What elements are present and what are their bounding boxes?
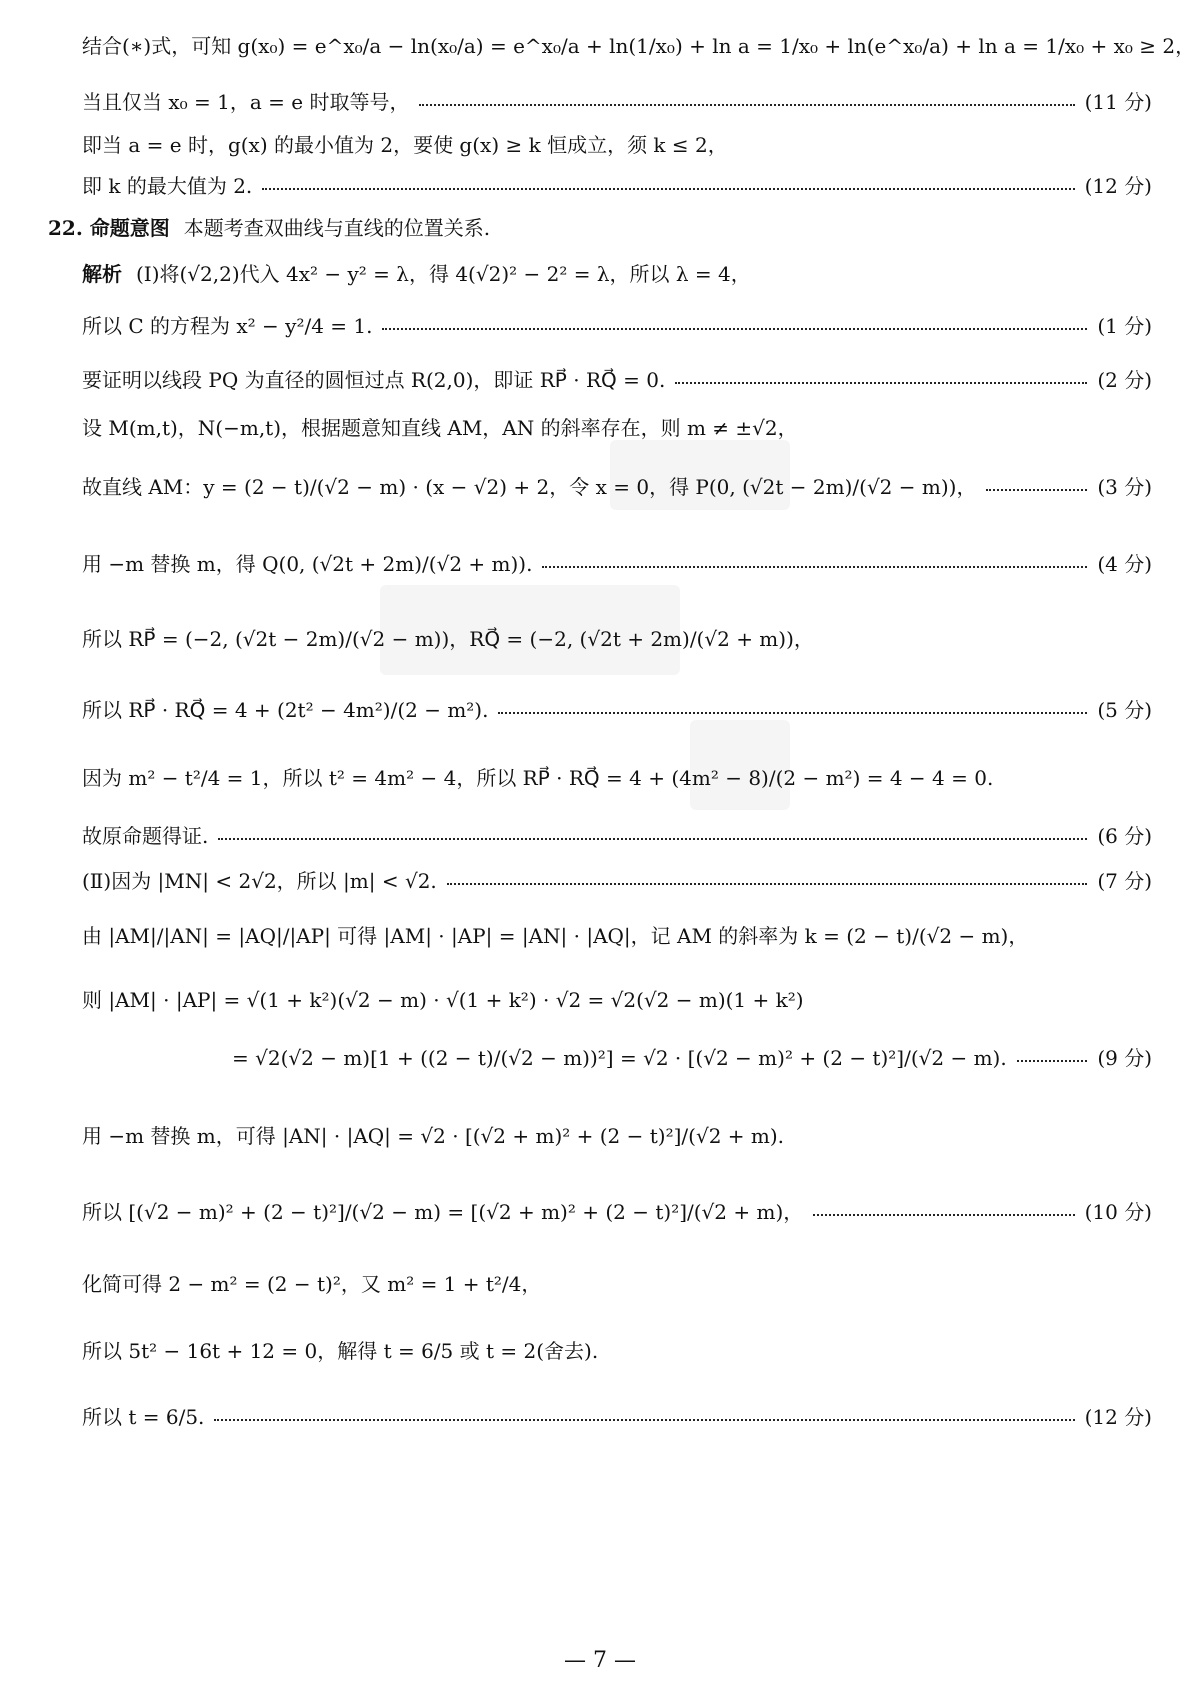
leader-dots (218, 838, 1087, 840)
score: (3 分) (1097, 475, 1152, 499)
score: (7 分) (1097, 869, 1152, 893)
line-10: 故直线 AM：y = (2 − t)/(√2 − m) · (x − √2) + 2，令 x = 0，得 P(0, (√2t − 2m)/(√2 − m))， (3 分) (82, 475, 1152, 499)
line-14: 因为 m² − t²/4 = 1，所以 t² = 4m² − 4，所以 RP⃗ · RQ⃗ = 4 + (4m² − 8)/(2 − m²) = 4 − 4 = 0. (82, 766, 994, 790)
line-15: 故原命题得证. (6 分) (82, 824, 1152, 848)
leader-dots (382, 328, 1087, 330)
line-21: 所以 [(√2 − m)² + (2 − t)²]/(√2 − m) = [(√2 + m)² + (2 − t)²]/(√2 + m)， (10 分) (82, 1200, 1152, 1224)
leader-dots (419, 104, 1074, 106)
leader-dots (498, 712, 1087, 714)
line-13: 所以 RP⃗ · RQ⃗ = 4 + (2t² − 4m²)/(2 − m²). (5 分) (82, 698, 1152, 722)
leader-dots (986, 489, 1087, 491)
scan-watermark (690, 720, 790, 810)
line-7: 所以 C 的方程为 x² − y²/4 = 1. (1 分) (82, 314, 1152, 338)
line-16: (Ⅱ)因为 |MN| < 2√2，所以 |m| < √2. (7 分) (82, 869, 1152, 893)
question-label: 22. 命题意图 (48, 216, 170, 240)
line-18: 则 |AM| · |AP| = √(1 + k²)(√2 − m) · √(1 + k²) · √2 = √2(√2 − m)(1 + k²) (82, 988, 804, 1012)
leader-dots (675, 382, 1087, 384)
leader-dots (262, 188, 1074, 190)
line-17: 由 |AM|/|AN| = |AQ|/|AP| 可得 |AM| · |AP| = |AN| · |AQ|，记 AM 的斜率为 k = (2 − t)/(√2 − m)， (82, 924, 1029, 948)
line-11: 用 −m 替换 m，得 Q(0, (√2t + 2m)/(√2 + m)). (4 分) (82, 552, 1152, 576)
line-19: = √2(√2 − m)[1 + ((2 − t)/(√2 − m))²] = √2 · [(√2 − m)² + (2 − t)²]/(√2 − m). (9 分) (232, 1046, 1152, 1070)
leader-dots (1017, 1060, 1088, 1062)
question-22-intent: 22. 命题意图 本题考查双曲线与直线的位置关系. (48, 216, 491, 240)
line-12: 所以 RP⃗ = (−2, (√2t − 2m)/(√2 − m))，RQ⃗ = (−2, (√2t + 2m)/(√2 + m))， (82, 627, 814, 651)
score: (6 分) (1097, 824, 1152, 848)
score: (4 分) (1097, 552, 1152, 576)
line-4: 即 k 的最大值为 2. (12 分) (82, 174, 1152, 198)
line-8: 要证明以线段 PQ 为直径的圆恒过点 R(2,0)，即证 RP⃗ · RQ⃗ = 0. (2 分) (82, 368, 1152, 392)
line-analysis: 解析 (Ⅰ)将(√2,2)代入 4x² − y² = λ，得 4(√2)² − 2² = λ，所以 λ = 4， (82, 262, 751, 286)
line-23: 所以 5t² − 16t + 12 = 0，解得 t = 6/5 或 t = 2(舍去). (82, 1339, 599, 1363)
line-24: 所以 t = 6/5. (12 分) (82, 1405, 1152, 1429)
score: (10 分) (1084, 1200, 1152, 1224)
leader-dots (813, 1214, 1074, 1216)
line-20: 用 −m 替换 m，可得 |AN| · |AQ| = √2 · [(√2 + m)² + (2 − t)²]/(√2 + m). (82, 1124, 785, 1148)
line-3: 即当 a = e 时，g(x) 的最小值为 2，要使 g(x) ≥ k 恒成立，须 k ≤ 2， (82, 133, 728, 157)
score: (1 分) (1097, 314, 1152, 338)
line-1: 结合(∗)式，可知 g(x₀) = e^x₀/a − ln(x₀/a) = e^x₀/a + ln(1/x₀) + ln a = 1/x₀ + ln(e^x₀/a) + ln a = 1/x₀ + x₀ ≥ 2， (82, 34, 1196, 58)
leader-dots (214, 1419, 1074, 1421)
leader-dots (542, 566, 1087, 568)
leader-dots (447, 883, 1088, 885)
score: (12 分) (1084, 174, 1152, 198)
score: (12 分) (1084, 1405, 1152, 1429)
score: (2 分) (1097, 368, 1152, 392)
line-2: 当且仅当 x₀ = 1，a = e 时取等号， (11 分) (82, 90, 1152, 114)
page-number: — 7 — (564, 1648, 636, 1673)
score: (5 分) (1097, 698, 1152, 722)
analysis-label: 解析 (82, 262, 122, 286)
line-9: 设 M(m,t)，N(−m,t)，根据题意知直线 AM，AN 的斜率存在，则 m ≠ ±√2， (82, 416, 798, 440)
score: (9 分) (1097, 1046, 1152, 1070)
score: (11 分) (1084, 90, 1152, 114)
line-22: 化简可得 2 − m² = (2 − t)²，又 m² = 1 + t²/4， (82, 1272, 542, 1296)
